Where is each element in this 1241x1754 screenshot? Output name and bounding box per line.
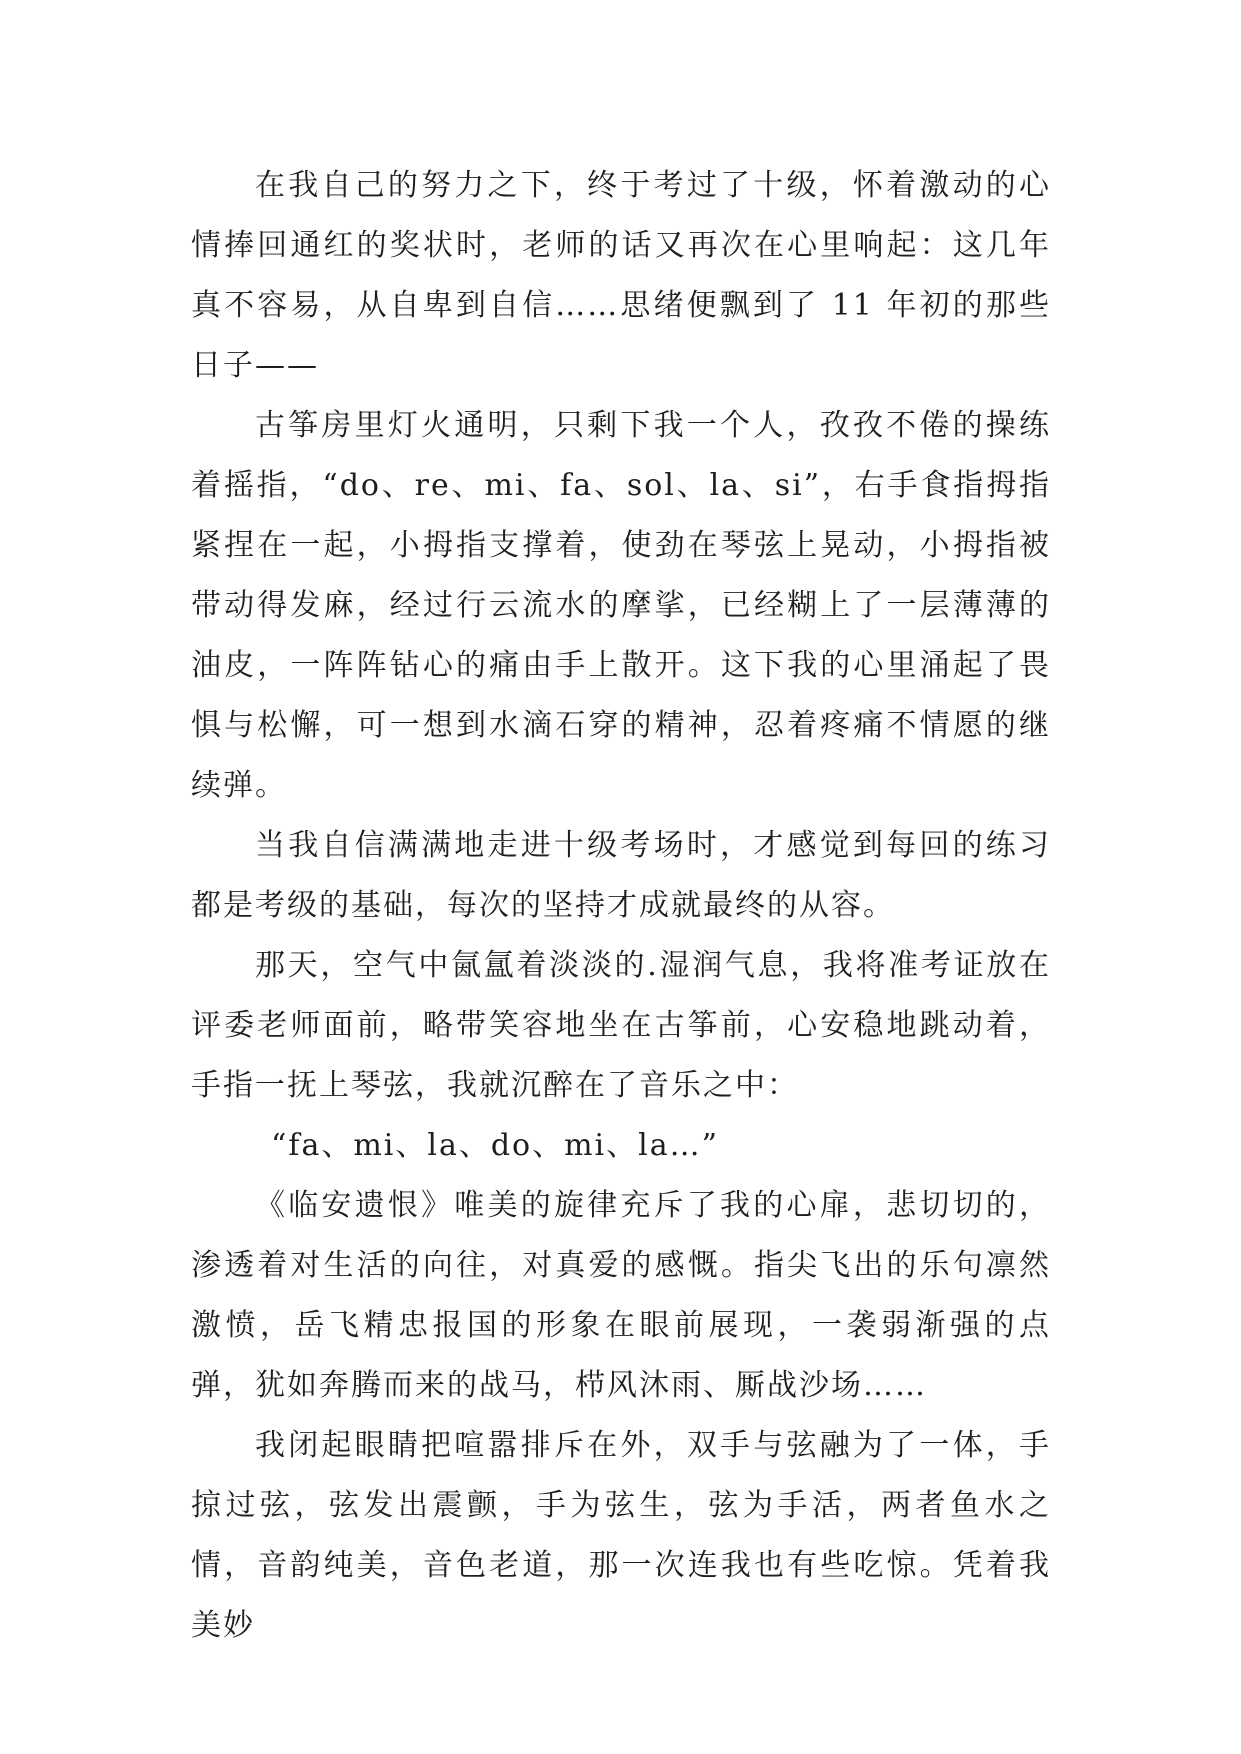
paragraph-3: 当我自信满满地走进十级考场时，才感觉到每回的练习都是考级的基础，每次的坚持才成就最终的从容。 [191,828,1051,923]
paragraph-7: 我闭起眼睛把喧嚣排斥在外，双手与弦融为了一体，手掠过弦，弦发出震颤，手为弦生，弦为手活，两者鱼水之情，音韵纯美，音色老道，那一次连我也有些吃惊。凭着我美妙 [191,1428,1051,1643]
paragraph-1: 在我自己的努力之下，终于考过了十级，怀着激动的心情捧回通红的奖状时，老师的话又再次在心里响起：这几年真不容易，从自卑到自信……思绪便飘到了 11 年初的那些日子—— [191,168,1051,383]
paragraph-2: 古筝房里灯火通明，只剩下我一个人，孜孜不倦的操练着摇指，“do、re、mi、fa、sol、la、si”，右手食指拇指紧捏在一起，小拇指支撑着，使劲在琴弦上晃动，小拇指被带动得发麻，经过行云流水的摩挲，已经糊上了一层薄薄的油皮，一阵阵钻心的痛由手上散开。这下我的心里涌起了畏惧与松懈，可一想到水滴石穿的精神，忍着疼痛不情愿的继续弹。 [191,408,1051,803]
paragraph-6: 《临安遗恨》唯美的旋律充斥了我的心扉，悲切切的，渗透着对生活的向往，对真爱的感慨。指尖飞出的乐句凛然激愤，岳飞精忠报国的形象在眼前展现，一袭弱渐强的点弹，犹如奔腾而来的战马，栉风沐雨、厮战沙场…… [191,1188,1051,1403]
document-body [191,156,1051,1656]
paragraph-5-quote: “fa、mi、la、do、mi、la…” [271,1128,719,1163]
paragraph-4: 那天，空气中氤氲着淡淡的.湿润气息，我将准考证放在评委老师面前，略带笑容地坐在古筝前，心安稳地跳动着，手指一抚上琴弦，我就沉醉在了音乐之中： [191,948,1051,1103]
